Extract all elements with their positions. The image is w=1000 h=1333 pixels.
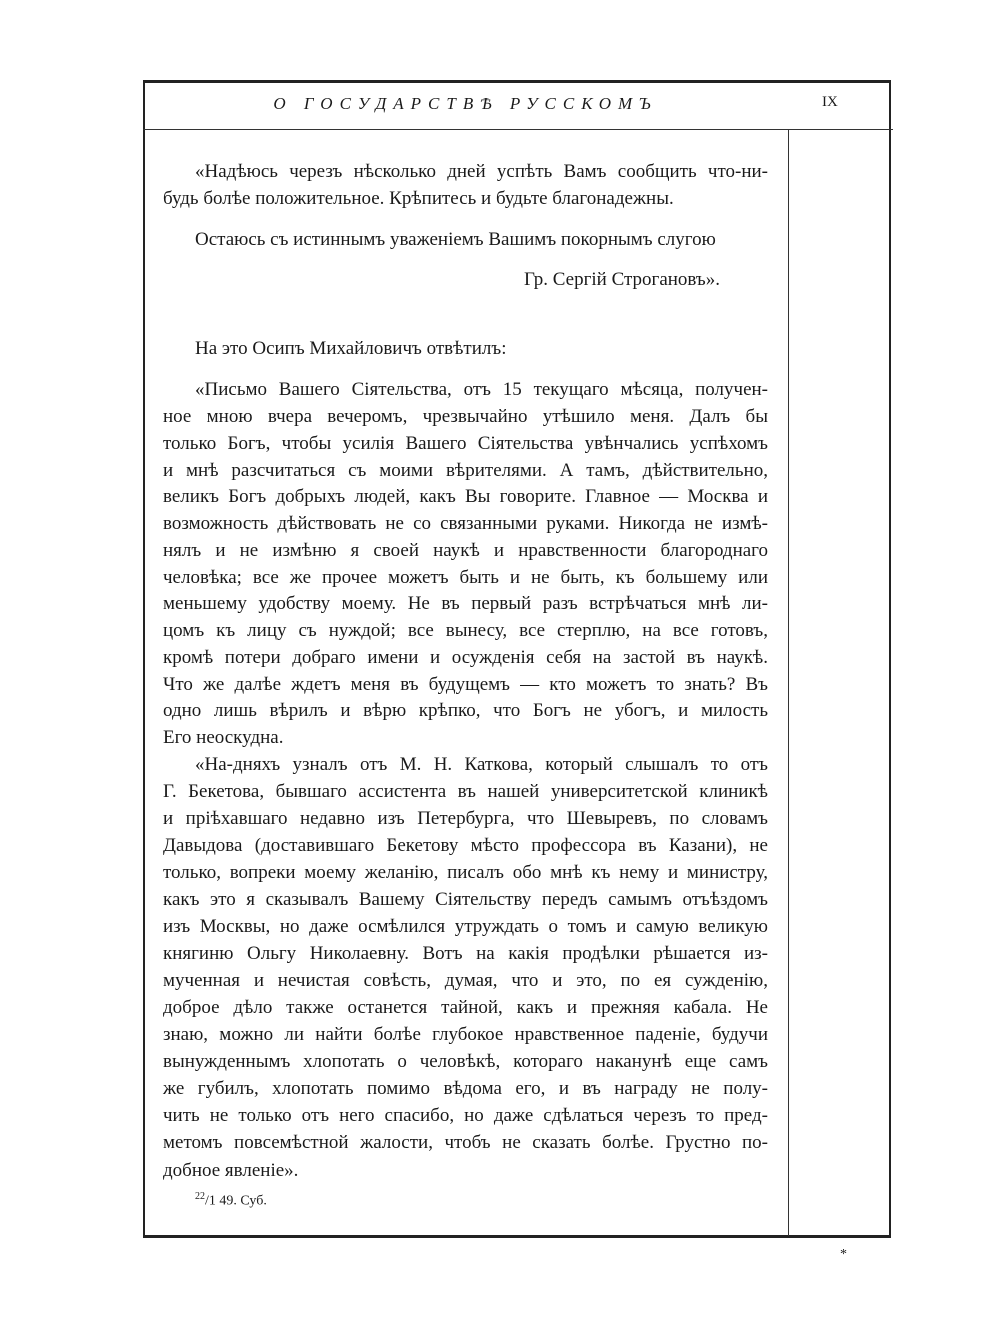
text-line: «Надѣюсь черезъ нѣсколько дней успѣть Вамъ сообщить что-ни- — [195, 161, 768, 182]
text-line: метомъ повсемѣстной жалости, чтобъ не сказать болѣе. Грустно по- — [163, 1132, 768, 1153]
text-line: ное мною вчера вечеромъ, чрезвычайно утѣшило меня. Далъ бы — [163, 406, 768, 427]
text-line: Г. Бекетова, бывшаго ассистента въ нашей университетской клиникѣ — [163, 781, 768, 802]
text-line: Остаюсь съ истиннымъ уваженіемъ Вашимъ покорнымъ слугою — [195, 229, 716, 250]
text-line: только, вопреки моему желанію, писалъ обо мнѣ къ нему и министру, — [163, 862, 768, 883]
text-line: великъ Богъ добрыхъ людей, какъ Вы говорите. Главное — Москва и — [163, 486, 768, 507]
text-line: возможность дѣйствовать не со связанными руками. Никогда не измѣ- — [163, 513, 768, 534]
text-line: Что же далѣе ждетъ меня въ будущемъ — кто можетъ то знать? Въ — [163, 674, 768, 695]
date-note-text: /1 49. Суб. — [205, 1193, 267, 1209]
text-line: доброе дѣло также останется тайной, какъ и прежняя кабала. Не — [163, 997, 768, 1018]
text-line: только Богъ, чтобы усилія Вашего Сіятельства увѣнчались успѣхомъ — [163, 433, 768, 454]
running-title: О ГОСУДАРСТВѢ РУССКОМЪ — [273, 94, 658, 113]
text-line: чить не только отъ него спасибо, но даже сдѣлаться черезъ то пред- — [163, 1105, 768, 1126]
text-line: добное явленіе». — [163, 1160, 299, 1181]
page-number: IX — [822, 94, 838, 110]
text-line: же губилъ, хлопотать помимо вѣдома его, и въ награду не полу- — [163, 1078, 768, 1099]
text-line: какъ это я сказывалъ Вашему Сіятельству передъ самымъ отъѣздомъ — [163, 889, 768, 910]
header-rule — [143, 129, 893, 130]
margin-rule — [788, 130, 789, 1236]
text-line: «Письмо Вашего Сіятельства, отъ 15 текущаго мѣсяца, получен- — [195, 379, 768, 400]
text-line: будь болѣе положительное. Крѣпитесь и будьте благонадежны. — [163, 188, 674, 209]
signature-mark: * — [840, 1247, 847, 1262]
text-line: нялъ и не измѣню я своей наукѣ и нравственности благороднаго — [163, 540, 768, 561]
text-line: «На-дняхъ узналъ отъ М. Н. Каткова, который слышалъ то отъ — [195, 754, 768, 775]
text-line: мученная и нечистая совѣсть, думая, что и это, по ея сужденію, — [163, 970, 768, 991]
text-line: и мнѣ разсчитаться съ моими вѣрителями. А тамъ, дѣйствительно, — [163, 460, 768, 481]
text-line: и пріѣхавшаго недавно изъ Петербурга, что Шевыревъ, по словамъ — [163, 808, 768, 829]
text-line: кромѣ потери добраго имени и осужденія себя на застой въ наукѣ. — [163, 647, 768, 668]
text-line: Давыдова (доставившаго Бекетову мѣсто профессора въ Казани), не — [163, 835, 768, 856]
text-line: цомъ къ лицу съ нуждой; все вынесу, все стерплю, на все готовъ, — [163, 620, 768, 641]
text-line: вынужденнымъ хлопотать о человѣкѣ, котораго наканунѣ еще самъ — [163, 1051, 768, 1072]
text-line: меньшему удобству моему. Не въ первый разъ встрѣчаться мнѣ ли- — [163, 593, 768, 614]
text-line: изъ Москвы, но даже осмѣлился утруждать о томъ и самую великую — [163, 916, 768, 937]
date-note-day: 22 — [195, 1191, 205, 1202]
text-line: человѣка; все же прочее можетъ быть и не быть, къ большему или — [163, 567, 768, 588]
text-line: Гр. Сергій Строгановъ». — [523, 269, 720, 290]
date-note — [195, 1191, 267, 1210]
text-line: княгиню Ольгу Николаевну. Вотъ на какія продѣлки рѣшается из- — [163, 943, 768, 964]
text-line: одно лишь вѣрилъ и вѣрю крѣпко, что Богъ не убогъ, и милость — [163, 700, 768, 721]
text-line: знаю, можно ли найти болѣе глубокое нравственное паденіе, будучи — [163, 1024, 768, 1045]
text-line: Его неоскудна. — [163, 727, 284, 748]
text-line: На это Осипъ Михайловичъ отвѣтилъ: — [195, 338, 507, 359]
